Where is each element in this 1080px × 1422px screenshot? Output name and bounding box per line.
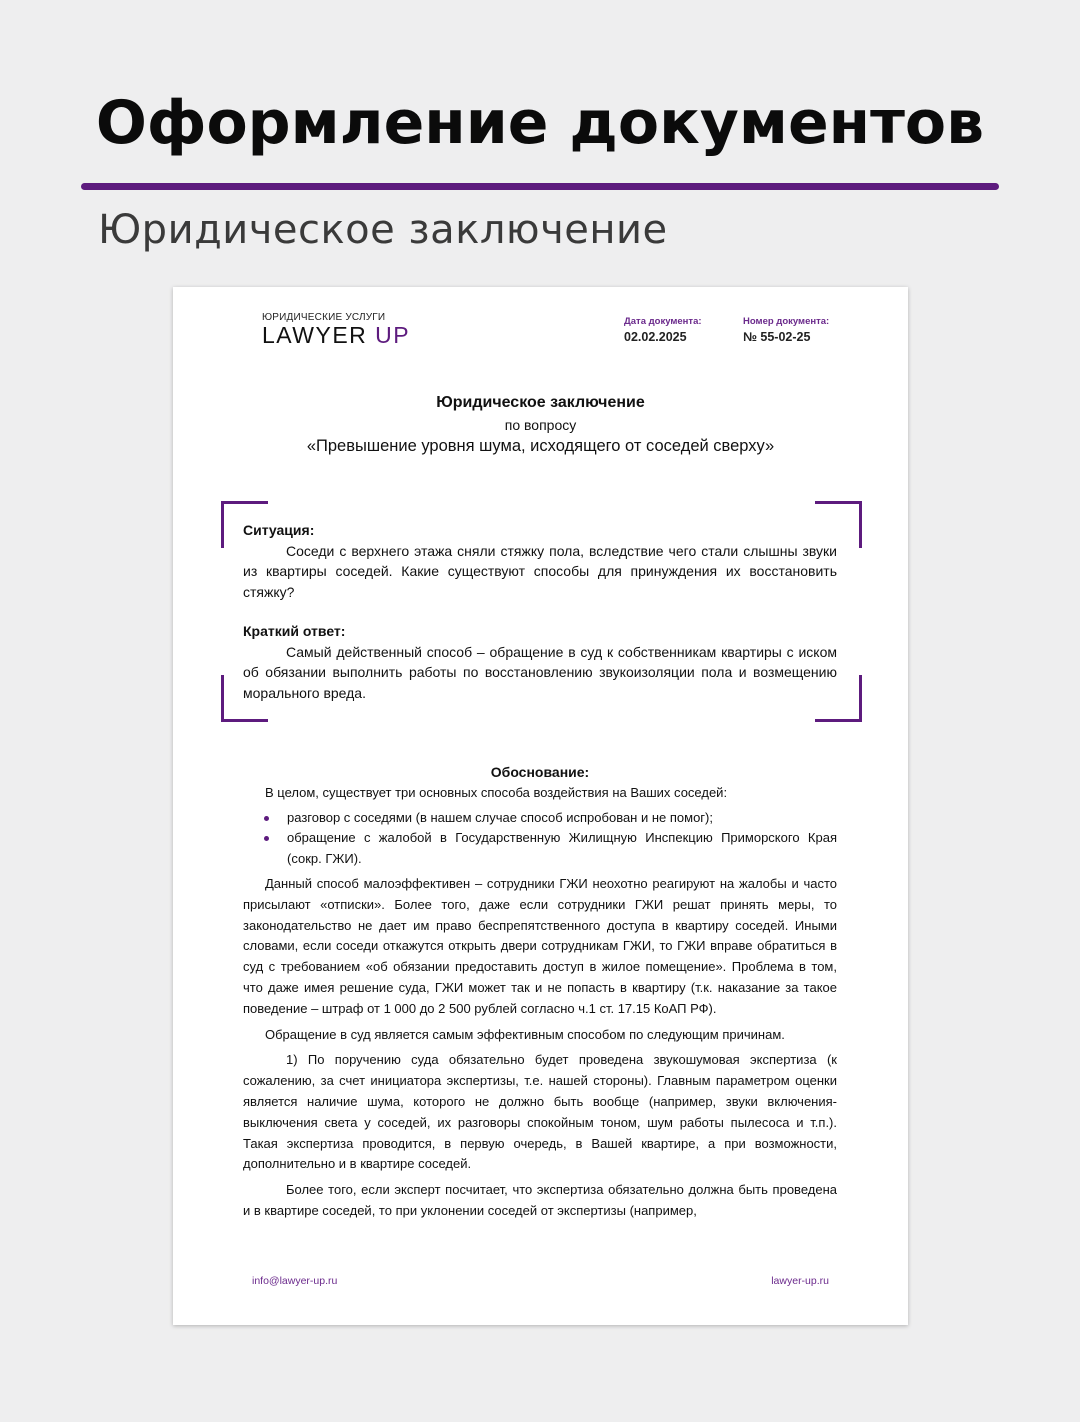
document-topic: «Превышение уровня шума, исходящего от соседей сверху» [306, 437, 775, 455]
situation-label: Ситуация: [243, 522, 315, 538]
logo [262, 322, 410, 349]
number-value: № 55-02-25 [743, 330, 811, 344]
title-divider [81, 183, 999, 190]
logo-accent: UP [375, 322, 411, 348]
rationale-paragraph-3: 1) По поручению суда обязательно будет проведена звукошумовая экспертиза (к сожалению, за счет инициатора экспертизы, т.е. нашей стороны). Главным параметром оценки является наличие шума, которого не должно быть вообще (например, звуки включения-выключения света у соседей, их разговоры спокойным тоном, шум работы пылесоса и т.п.). Такая экспертиза проводится, в первую очередь, в Вашей квартире, а при возможности, дополнительно и в квартире соседей. [243, 1052, 837, 1172]
footer-site-link[interactable]: lawyer-up.ru [771, 1275, 829, 1287]
document-page [173, 287, 908, 1325]
document-heading-sub: по вопросу [504, 417, 577, 433]
list-item: разговор с соседями (в нашем случае способ испробован и не помог); [243, 808, 837, 829]
situation-text: Соседи с верхнего этажа сняли стяжку пола, вследствие чего стали слышны звуки из квартиры соседей. Какие существуют способы для принуждения их восстановить стяжку? [243, 542, 837, 600]
answer-section [243, 621, 837, 703]
document-heading: Юридическое заключение [436, 394, 645, 411]
answer-label: Краткий ответ: [243, 623, 346, 639]
rationale-paragraph-1: Данный способ малоэффективен – сотрудники ГЖИ неохотно реагируют на жалобы и часто присылают «отписки». Более того, даже если сотрудники ГЖИ решат принять меры, то законодательство не дает им право беспрепятственного доступа в квартиру соседей. Иными словами, если соседи откажутся открыть двери сотрудникам ГЖИ, то ГЖИ вправе обратиться в суд с требованием «об обязании предоставить доступ в жилое помещение». Проблема в том, что даже имея решение суда, ГЖИ может так и не попасть в квартиру (т.к. наказание за такое поведение – штраф от 1 000 до 2 500 рублей согласно ч.1 ст. 17.15 КоАП РФ). [243, 875, 837, 1016]
rationale-section [243, 762, 837, 1222]
rationale-intro: В целом, существует три основных способа воздействия на Ваших соседей: [265, 784, 728, 800]
number-label: Номер документа: [743, 316, 830, 327]
rationale-paragraph-4: Более того, если эксперт посчитает, что экспертиза обязательно должна быть проведена и в квартире соседей, то при уклонении соседей от экспертизы (например, [243, 1182, 837, 1218]
footer-email-link[interactable]: info@lawyer-up.ru [252, 1275, 338, 1287]
answer-text: Самый действенный способ – обращение в суд к собственникам квартиры с иском об обязании выполнить работы по восстановлению звукоизоляции пола и возмещению морального вреда. [243, 643, 837, 701]
bullet-icon [264, 816, 269, 821]
page-title: Оформление документов [95, 88, 985, 158]
date-value: 02.02.2025 [624, 330, 687, 344]
page-subtitle: Юридическое заключение [98, 207, 668, 253]
date-label: Дата документа: [624, 316, 702, 327]
logo-tagline: ЮРИДИЧЕСКИЕ УСЛУГИ [262, 312, 386, 323]
situation-section [243, 520, 837, 602]
list-item: обращение с жалобой в Государственную Жилищную Инспекцию Приморского Края (сокр. ГЖИ). [243, 828, 837, 870]
bullet-icon [264, 836, 269, 841]
rationale-label: Обоснование: [490, 764, 590, 780]
logo-name: LAWYER [262, 322, 368, 348]
rationale-paragraph-2: Обращение в суд является самым эффективным способом по следующим причинам. [265, 1026, 785, 1042]
rationale-list [243, 808, 837, 870]
